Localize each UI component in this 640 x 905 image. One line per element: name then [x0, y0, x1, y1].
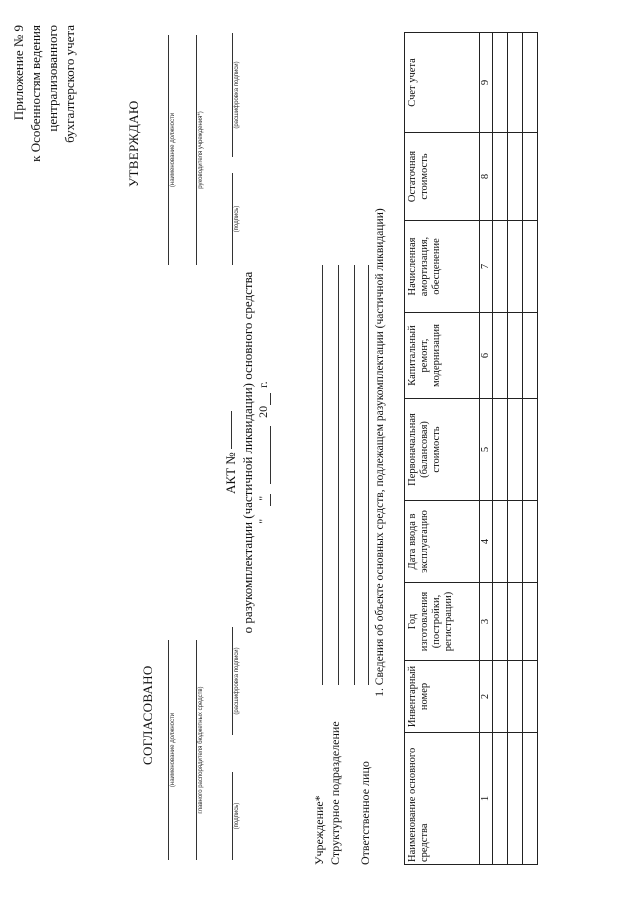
table-cell[interactable]	[523, 133, 538, 221]
column-header: Счет учета	[405, 33, 480, 133]
appendix-line: к Особенностям ведения	[28, 25, 43, 162]
column-number: 1	[480, 733, 493, 865]
column-number: 7	[480, 221, 493, 313]
table-cell[interactable]	[508, 33, 523, 133]
table-row[interactable]	[523, 33, 538, 865]
asset-table	[404, 32, 538, 865]
table-cell[interactable]	[493, 733, 508, 865]
approve-signature-caption: (подпись)	[234, 205, 240, 233]
column-header: Начисленная амортизация, обесценение	[405, 221, 480, 313]
column-header: Инвентарный номер	[405, 661, 480, 733]
agreed-title: СОГЛАСОВАНО	[140, 665, 155, 765]
agreed-position-line	[168, 640, 169, 860]
date-month-line	[270, 426, 271, 484]
approve-position-line	[168, 35, 169, 265]
column-header: Первоначальная (балансовая) стоимость	[405, 399, 480, 501]
table-cell[interactable]	[508, 501, 523, 583]
institution-label: Учреждение*	[312, 795, 326, 865]
agreed-decoding-caption: (расшифровка подписи)	[234, 647, 240, 715]
responsible-label: Ответственное лицо	[358, 761, 372, 865]
appendix-line: Приложение № 9	[11, 25, 26, 121]
table-cell[interactable]	[493, 133, 508, 221]
column-number: 8	[480, 133, 493, 221]
approve-position-caption: (наименование должности	[170, 112, 176, 188]
table-cell[interactable]	[523, 313, 538, 399]
table-cell[interactable]	[523, 33, 538, 133]
act-title	[223, 0, 239, 905]
column-header: Капитальный ремонт, модернизация	[405, 313, 480, 399]
act-number-line	[231, 411, 232, 449]
table-cell[interactable]	[493, 583, 508, 661]
column-number: 2	[480, 661, 493, 733]
table-cell[interactable]	[508, 399, 523, 501]
table-cell[interactable]	[508, 313, 523, 399]
column-header: Остаточная стоимость	[405, 133, 480, 221]
agreed-org-line	[196, 640, 197, 860]
date-year-line	[270, 393, 271, 405]
table-row[interactable]	[508, 33, 523, 865]
column-header: Дата ввода в эксплуатацию	[405, 501, 480, 583]
appendix-header	[10, 25, 78, 225]
table-cell[interactable]	[523, 583, 538, 661]
table-row[interactable]	[493, 33, 508, 865]
approve-head-line	[196, 35, 197, 265]
division-line[interactable]	[338, 265, 339, 685]
column-number: 6	[480, 313, 493, 399]
table-cell[interactable]	[493, 661, 508, 733]
table-cell[interactable]	[508, 661, 523, 733]
division-extra-line[interactable]	[354, 265, 355, 685]
table-cell[interactable]	[493, 313, 508, 399]
table-cell[interactable]	[508, 733, 523, 865]
act-date: " " 20 г.	[256, 381, 270, 524]
column-number-row	[480, 33, 493, 865]
table-cell[interactable]	[493, 33, 508, 133]
column-number: 9	[480, 33, 493, 133]
table-cell[interactable]	[508, 221, 523, 313]
table-cell[interactable]	[493, 399, 508, 501]
date-day-line	[270, 494, 271, 506]
agreed-position-caption: (наименование должности	[170, 712, 176, 788]
table-cell[interactable]	[508, 133, 523, 221]
table-cell[interactable]	[523, 221, 538, 313]
table-cell[interactable]	[493, 501, 508, 583]
column-number: 5	[480, 399, 493, 501]
approve-title: УТВЕРЖДАЮ	[126, 100, 141, 187]
table-cell[interactable]	[523, 733, 538, 865]
appendix-line: централизованного	[45, 25, 60, 132]
table-cell[interactable]	[523, 501, 538, 583]
table-header-row	[405, 33, 480, 865]
division-label: Структурное подразделение	[328, 721, 342, 865]
column-header: Наименование основного средства	[405, 733, 480, 865]
agreed-org-caption: главного распорядителя бюджетных средств)	[198, 686, 204, 814]
table-cell[interactable]	[523, 661, 538, 733]
act-subtitle: о разукомплектации (частичной ликвидации) основного средства	[240, 271, 255, 634]
table-cell[interactable]	[493, 221, 508, 313]
responsible-line[interactable]	[368, 265, 369, 685]
agreed-signature-caption: (подпись)	[234, 802, 240, 830]
approve-head-caption: руководителя учреждения*)	[198, 111, 204, 189]
column-number: 3	[480, 583, 493, 661]
column-number: 4	[480, 501, 493, 583]
institution-line[interactable]	[322, 265, 323, 685]
act-title-text: АКТ №	[223, 452, 238, 494]
column-header: Год изготовления (постройки, регистрации)	[405, 583, 480, 661]
appendix-line: бухгалтерского учета	[62, 25, 77, 143]
section-title: 1. Сведения об объекте основных средств, подлежащем разукомплектации (частичной ликвидации)	[374, 208, 386, 697]
approve-decoding-caption: (расшифровка подписи)	[234, 61, 240, 129]
table-cell[interactable]	[508, 583, 523, 661]
table-cell[interactable]	[523, 399, 538, 501]
